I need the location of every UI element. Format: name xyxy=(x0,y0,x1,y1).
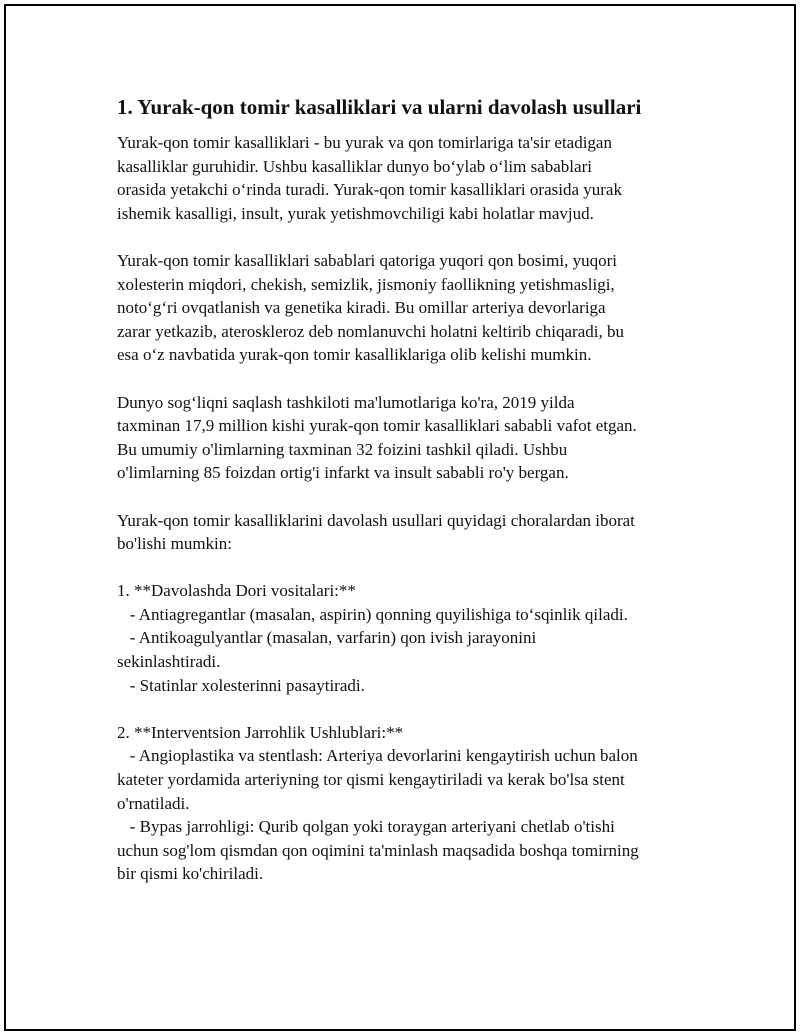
document-body xyxy=(117,93,697,886)
list-item-bypass: - Bypas jarrohligi: Qurib qolgan yoki toraygan arteriyani chetlab o'tishi uchun sog'lom qismdan qon oqimini ta'minlash maqsadida boshqa tomirning bir qismi ko'chiriladi. xyxy=(117,817,639,884)
section-heading-interventional: 2. **Interventsion Jarrohlik Ushlublari:** xyxy=(117,722,404,742)
paragraph-treatment-intro: Yurak-qon tomir kasalliklarini davolash usullari quyidagi choralardan iborat bo'lishi mumkin: xyxy=(117,510,635,554)
list-item-antiplatelets: - Antiagregantlar (masalan, aspirin) qonning quyilishiga to‘sqinlik qiladi. xyxy=(117,604,628,624)
document-title: 1. Yurak-qon tomir kasalliklari va ularni davolash usullari xyxy=(117,95,642,119)
list-item-angioplasty: - Angioplastika va stentlash: Arteriya devorlarini kengaytirish uchun balon kateter yordamida arteriyning tor qismi kengaytiriladi va kerak bo'lsa stent o'rnatiladi. xyxy=(117,746,638,813)
section-heading-medications: 1. **Davolashda Dori vositalari:** xyxy=(117,581,356,601)
paragraph-gap xyxy=(117,225,697,249)
paragraph-causes: Yurak-qon tomir kasalliklari sabablari qatoriga yuqori qon bosimi, yuqori xolesterin miqdori, chekish, semizlik, jismoniy faollikning yetishmasligi, noto‘g‘ri ovqatlanish va genetika kiradi. Bu omillar arteriya devorlariga zarar yetkazib, ateroskleroz deb nomlanuvchi holatni keltirib chiqaradi, bu esa o‘z navbatida yurak-qon tomir kasalliklariga olib kelishi mumkin. xyxy=(117,250,624,365)
paragraph-intro: Yurak-qon tomir kasalliklari - bu yurak va qon tomirlariga ta'sir etadigan kasalliklar guruhidir. Ushbu kasalliklar dunyo bo‘ylab o‘lim sabablari orasida yetakchi o‘rinda turadi. Yurak-qon tomir kasalliklari orasida yurak ishemik kasalligi, insult, yurak yetishmovchiligi kabi holatlar mavjud. xyxy=(117,133,622,223)
paragraph-statistics: Dunyo sog‘liqni saqlash tashkiloti ma'lumotlariga ko'ra, 2019 yilda taxminan 17,9 million kishi yurak-qon tomir kasalliklari sababli vafot etgan. Bu umumiy o'limlarning taxminan 32 foizini tashkil qiladi. Ushbu o'limlarning 85 foizdan ortig'i infarkt va insult sababli ro'y bergan. xyxy=(117,392,637,483)
paragraph-gap xyxy=(117,367,697,391)
list-item-statins: - Statinlar xolesterinni pasaytiradi. xyxy=(117,675,365,695)
paragraph-gap xyxy=(117,556,697,580)
list-item-anticoagulants: - Antikoagulyantlar (masalan, varfarin) qon ivish jarayonini sekinlashtiradi. xyxy=(117,628,537,672)
paragraph-gap xyxy=(117,697,697,721)
paragraph-gap xyxy=(117,485,697,509)
